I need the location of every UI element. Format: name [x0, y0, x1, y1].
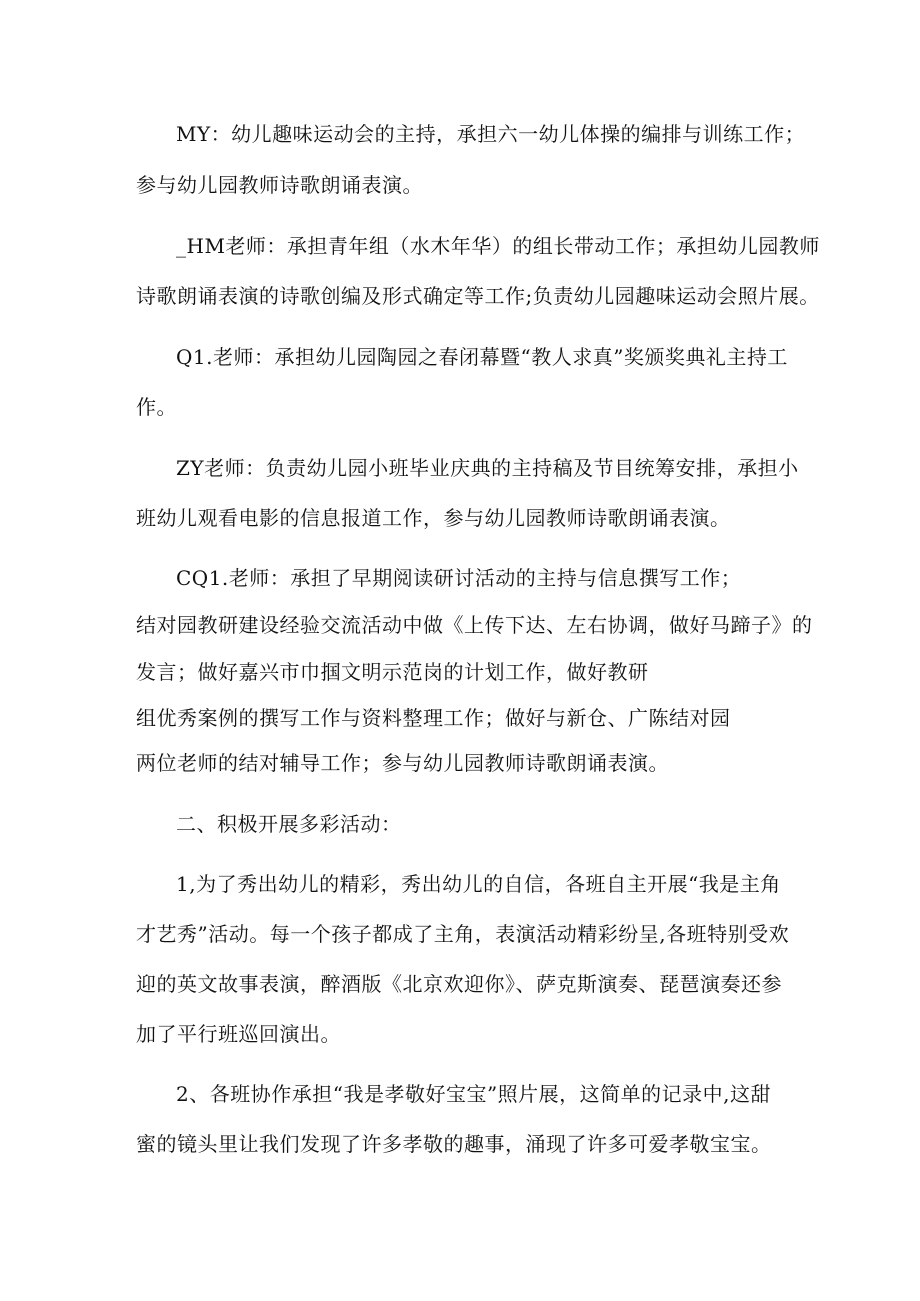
paragraph-3-line-1: Q1.老师：承担幼儿园陶园之春闭幕暨“教人求真”奖颁奖典礼主持工	[176, 345, 788, 369]
paragraph-5-line-3: 发言；做好嘉兴市巾掴文明示范岗的计划工作，做好教研	[136, 660, 649, 684]
paragraph-7-line-1: 1,为了秀出幼儿的精彩，秀出幼儿的自信，各班自主开展“我是主角	[176, 872, 781, 896]
paragraph-7-line-3: 迎的英文故事表演，醉酒版《北京欢迎你》、萨克斯演奏、琵琶演奏还参	[136, 972, 782, 996]
paragraph-7-line-2: 才艺秀”活动。每一个孩子都成了主角，表演活动精彩纷呈,各班特别受欢	[136, 922, 790, 946]
paragraph-5-line-1: CQ1.老师：承担了早期阅读研讨活动的主持与信息撰写工作；	[176, 566, 742, 590]
paragraph-4-line-2: 班幼儿观看电影的信息报道工作，参与幼儿园教师诗歌朗诵表演。	[136, 506, 731, 530]
section-heading: 二、积极开展多彩活动：	[176, 812, 402, 836]
paragraph-3-line-2: 作。	[136, 395, 177, 419]
paragraph-2-line-2: 诗歌朗诵表演的诗歌创编及形式确定等工作;负责幼儿园趣味运动会照片展。	[136, 284, 820, 308]
paragraph-5-line-4: 组优秀案例的撰写工作与资料整理工作；做好与新仓、广陈结对园	[136, 706, 731, 730]
paragraph-5-line-5: 两位老师的结对辅导工作；参与幼儿园教师诗歌朗诵表演。	[136, 751, 669, 775]
paragraph-4-line-1: ZY老师：负责幼儿园小班毕业庆典的主持稿及节目统筹安排，承担小	[176, 456, 799, 480]
paragraph-7-line-4: 加了平行班巡回演出。	[136, 1022, 341, 1046]
paragraph-5-line-2: 结对园教研建设经验交流活动中做《上传下达、左右协调，做好马蹄子》的	[136, 613, 813, 637]
paragraph-1-line-1: MY：幼儿趣味运动会的主持，承担六一幼儿体操的编排与训练工作；	[176, 122, 806, 146]
paragraph-8-line-2: 蜜的镜头里让我们发现了许多孝敬的趣事，涌现了许多可爱孝敬宝宝。	[136, 1132, 772, 1156]
paragraph-1-line-2: 参与幼儿园教师诗歌朗诵表演。	[136, 173, 423, 197]
paragraph-2-line-1: _HM老师：承担青年组（水木年华）的组长带动工作；承担幼儿园教师	[176, 234, 820, 258]
paragraph-8-line-1: 2、各班协作承担“我是孝敬好宝宝”照片展，这简单的记录中,这甜	[176, 1082, 772, 1106]
